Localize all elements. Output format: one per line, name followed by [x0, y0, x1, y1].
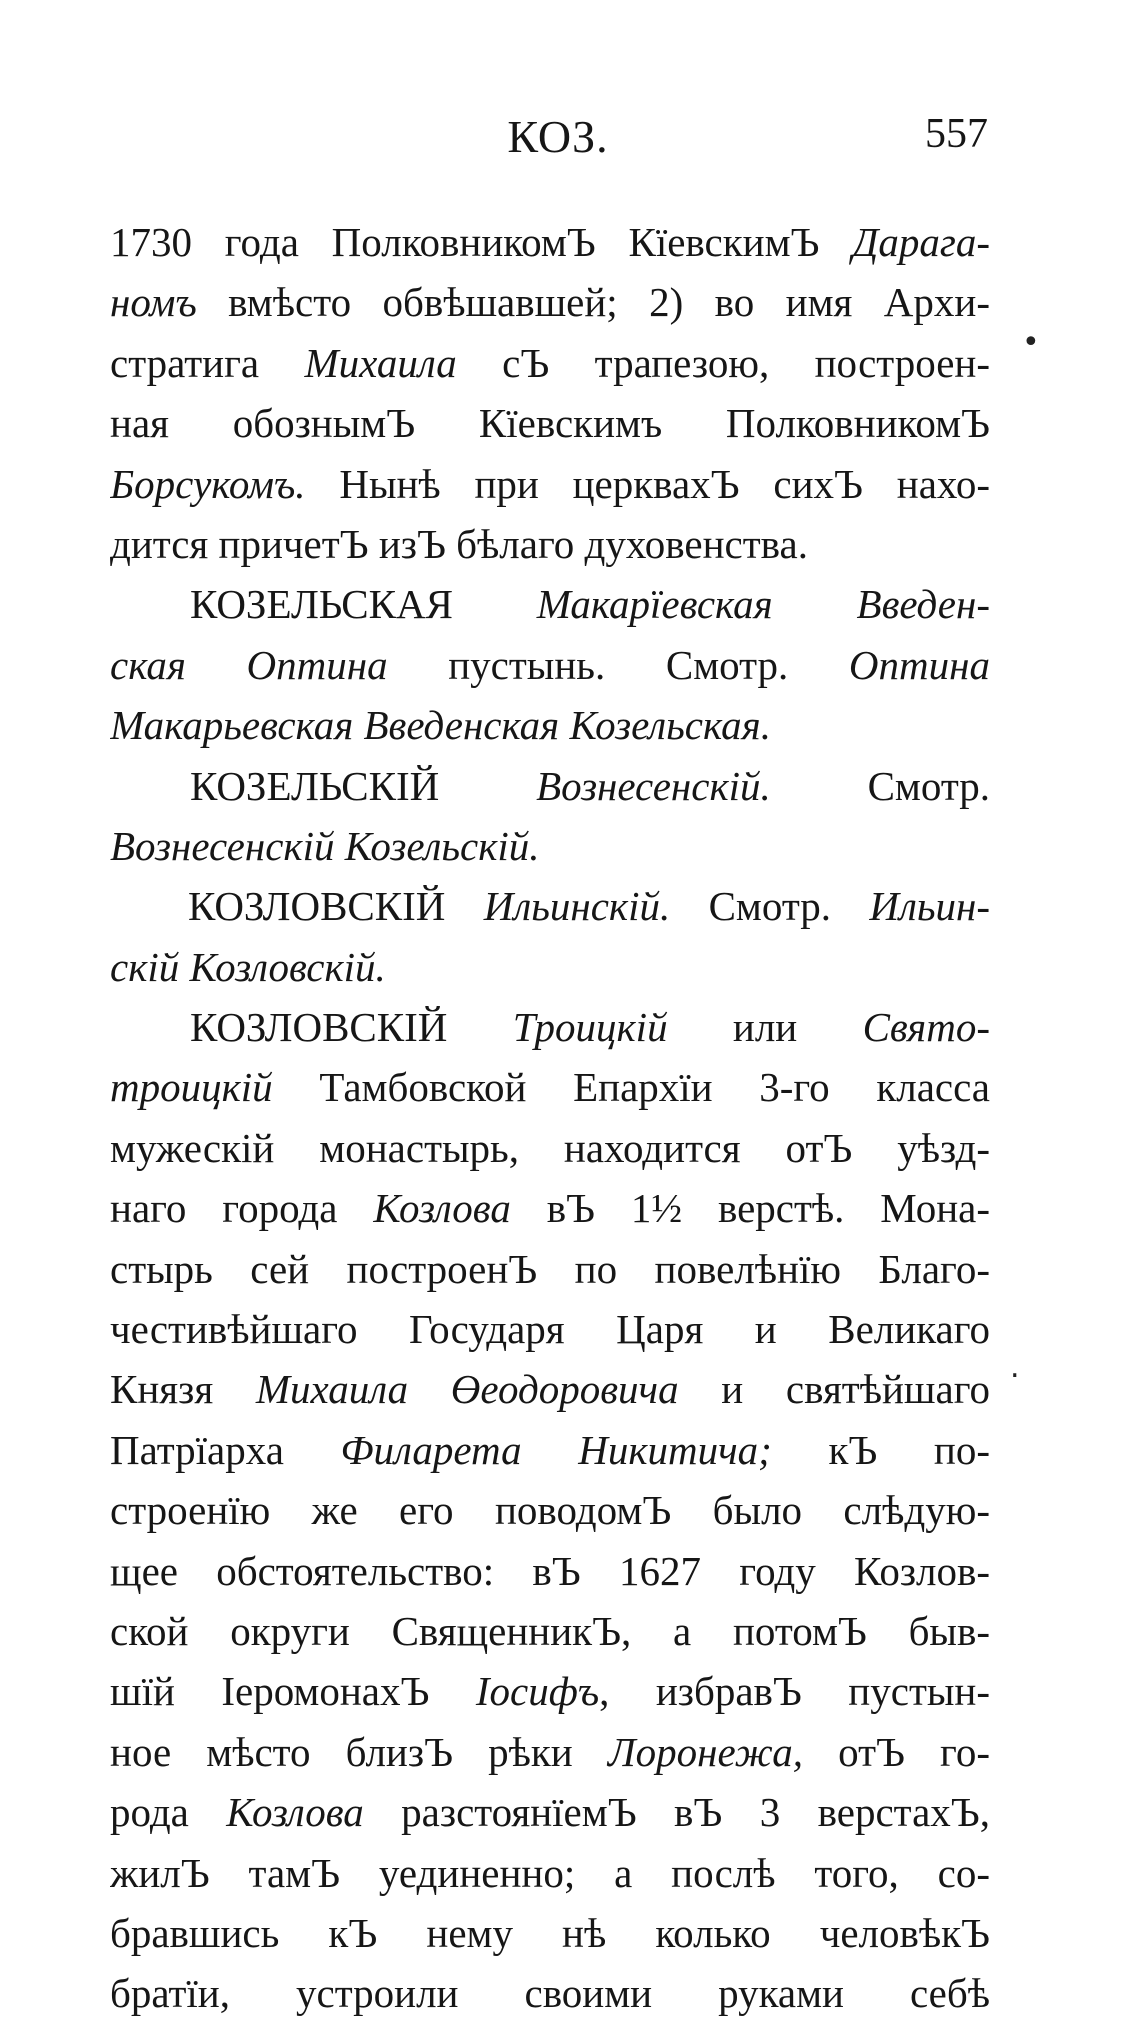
- text-segment: дится причетЪ изЪ бѣлаго духовенства.: [110, 520, 808, 567]
- text-line: [110, 1903, 990, 1963]
- italic-text: Ильин-: [869, 883, 990, 930]
- text-segment: разстоянїемЪ вЪ 3 верстахЪ,: [363, 1789, 990, 1836]
- text-line: [110, 574, 990, 634]
- text-line: [110, 1239, 990, 1299]
- text-line: [110, 1541, 990, 1601]
- italic-text: Михаила Өеодоровича: [255, 1366, 679, 1413]
- text-line: [110, 937, 990, 997]
- text-line: [110, 1420, 990, 1480]
- text-segment: КОЗЛОВСКІЙ: [190, 1004, 513, 1051]
- text-line: [110, 997, 990, 1057]
- text-segment: братїи, устроили своими руками себѣ: [110, 1970, 990, 2017]
- text-line: [110, 1782, 990, 1842]
- running-head: [128, 110, 988, 170]
- italic-text: Козлова: [373, 1185, 511, 1232]
- text-line: [110, 1299, 990, 1359]
- text-line: [110, 212, 990, 272]
- text-line: [110, 514, 990, 574]
- text-segment: или: [667, 1004, 863, 1051]
- text-line: [110, 1057, 990, 1117]
- page-number: 557: [925, 111, 988, 157]
- text-segment: 1730 года ПолковникомЪ КїевскимЪ: [110, 219, 853, 265]
- body-text: [110, 212, 990, 2024]
- text-segment: вмѣсто обвѣшавшей; 2) во имя Архи-: [196, 279, 990, 326]
- italic-text: Свято-: [862, 1004, 990, 1051]
- text-line: [110, 1118, 990, 1178]
- text-segment: наго города: [110, 1185, 374, 1232]
- italic-text: Михаила: [304, 339, 457, 386]
- text-line: [110, 1480, 990, 1540]
- text-segment: ная обознымЪ Кїевскимъ ПолковникомЪ: [110, 400, 990, 447]
- text-segment: бравшись кЪ нему нѣ колько человѣкЪ: [110, 1909, 990, 1956]
- text-segment: стырь сей построенЪ по повелѣнїю Благо-: [110, 1245, 990, 1292]
- italic-text: Лоронежа,: [607, 1728, 803, 1775]
- text-segment: стратига: [110, 339, 305, 386]
- italic-text: Макарїевская Введен-: [536, 581, 990, 628]
- text-segment: ской округи СвященникЪ, а потомЪ быв-: [110, 1607, 990, 1654]
- text-segment: шїй ІеромонахЪ: [110, 1668, 476, 1715]
- text-line: [110, 816, 990, 876]
- italic-text: Вознесенскій.: [536, 762, 771, 809]
- text-line: [110, 1963, 990, 2023]
- text-segment: КОЗЕЛЬСКАЯ: [190, 581, 537, 628]
- margin-mark: •: [1022, 325, 1040, 360]
- text-segment: Смотр.: [670, 883, 870, 930]
- text-line: [110, 1661, 990, 1721]
- italic-text: номъ: [110, 279, 197, 326]
- text-segment: рода: [110, 1789, 227, 1836]
- text-segment: честивѣйшаго Государя Царя и Великаго: [110, 1306, 990, 1353]
- text-segment: Смотр.: [770, 762, 990, 809]
- text-segment: Патрїарха: [110, 1426, 341, 1473]
- text-segment: строенїю же его поводомЪ было слѣдую-: [110, 1487, 990, 1534]
- italic-text: Ильинскій.: [483, 883, 671, 930]
- text-line: [110, 1359, 990, 1419]
- text-segment: щее обстоятельство: вЪ 1627 году Козлов-: [110, 1547, 990, 1594]
- text-segment: мужескій монастырь, находится отЪ уѣзд-: [110, 1124, 990, 1171]
- italic-text: Борсукомъ.: [110, 460, 306, 507]
- italic-text: Дарага-: [852, 219, 990, 265]
- text-line: [110, 1178, 990, 1238]
- text-segment: Тамбовской Епархїи 3-го класса: [272, 1064, 990, 1111]
- text-segment: кЪ по-: [771, 1426, 990, 1473]
- text-segment: Князя: [110, 1366, 256, 1413]
- text-segment: КОЗЛОВСКІЙ: [188, 883, 484, 930]
- italic-text: Оптина: [848, 641, 990, 688]
- text-line: [110, 333, 990, 393]
- text-line: [110, 876, 990, 936]
- italic-text: Вознесенскій Козельскій.: [110, 822, 540, 869]
- text-line: [110, 454, 990, 514]
- margin-mark: .: [1010, 1350, 1020, 1385]
- text-line: [110, 1601, 990, 1661]
- text-line: [110, 695, 990, 755]
- running-head-title: КОЗ.: [507, 111, 609, 162]
- text-segment: отЪ го-: [803, 1728, 990, 1775]
- text-line: [110, 272, 990, 332]
- italic-text: Макарьевская Введенская Козельская.: [110, 702, 771, 749]
- text-segment: КОЗЕЛЬСКІЙ: [190, 762, 537, 809]
- text-line: [110, 635, 990, 695]
- text-segment: вЪ 1½ верстѣ. Мона-: [510, 1185, 990, 1232]
- italic-text: скій Козловскій.: [110, 943, 386, 990]
- text-segment: ное мѣсто близЪ рѣки: [110, 1728, 608, 1775]
- italic-text: Іосифъ: [475, 1668, 600, 1715]
- text-line: [110, 756, 990, 816]
- text-segment: пустынь. Смотр.: [387, 641, 849, 688]
- text-segment: и святѣйшаго: [678, 1366, 990, 1413]
- italic-text: Троицкій: [512, 1004, 668, 1051]
- italic-text: Филарета Никитича;: [340, 1426, 772, 1473]
- text-segment: , избравЪ пустын-: [599, 1668, 990, 1715]
- italic-text: Козлова: [226, 1789, 364, 1836]
- italic-text: троицкій: [110, 1064, 273, 1111]
- italic-text: ская Оптина: [110, 641, 388, 688]
- text-segment: сЪ трапезою, построен-: [456, 339, 990, 386]
- text-segment: жилЪ тамЪ уединенно; а послѣ того, со-: [110, 1849, 990, 1896]
- text-line: [110, 1722, 990, 1782]
- text-line: [110, 393, 990, 453]
- text-segment: Нынѣ при церквахЪ сихЪ нахо-: [305, 460, 990, 507]
- text-line: [110, 1843, 990, 1903]
